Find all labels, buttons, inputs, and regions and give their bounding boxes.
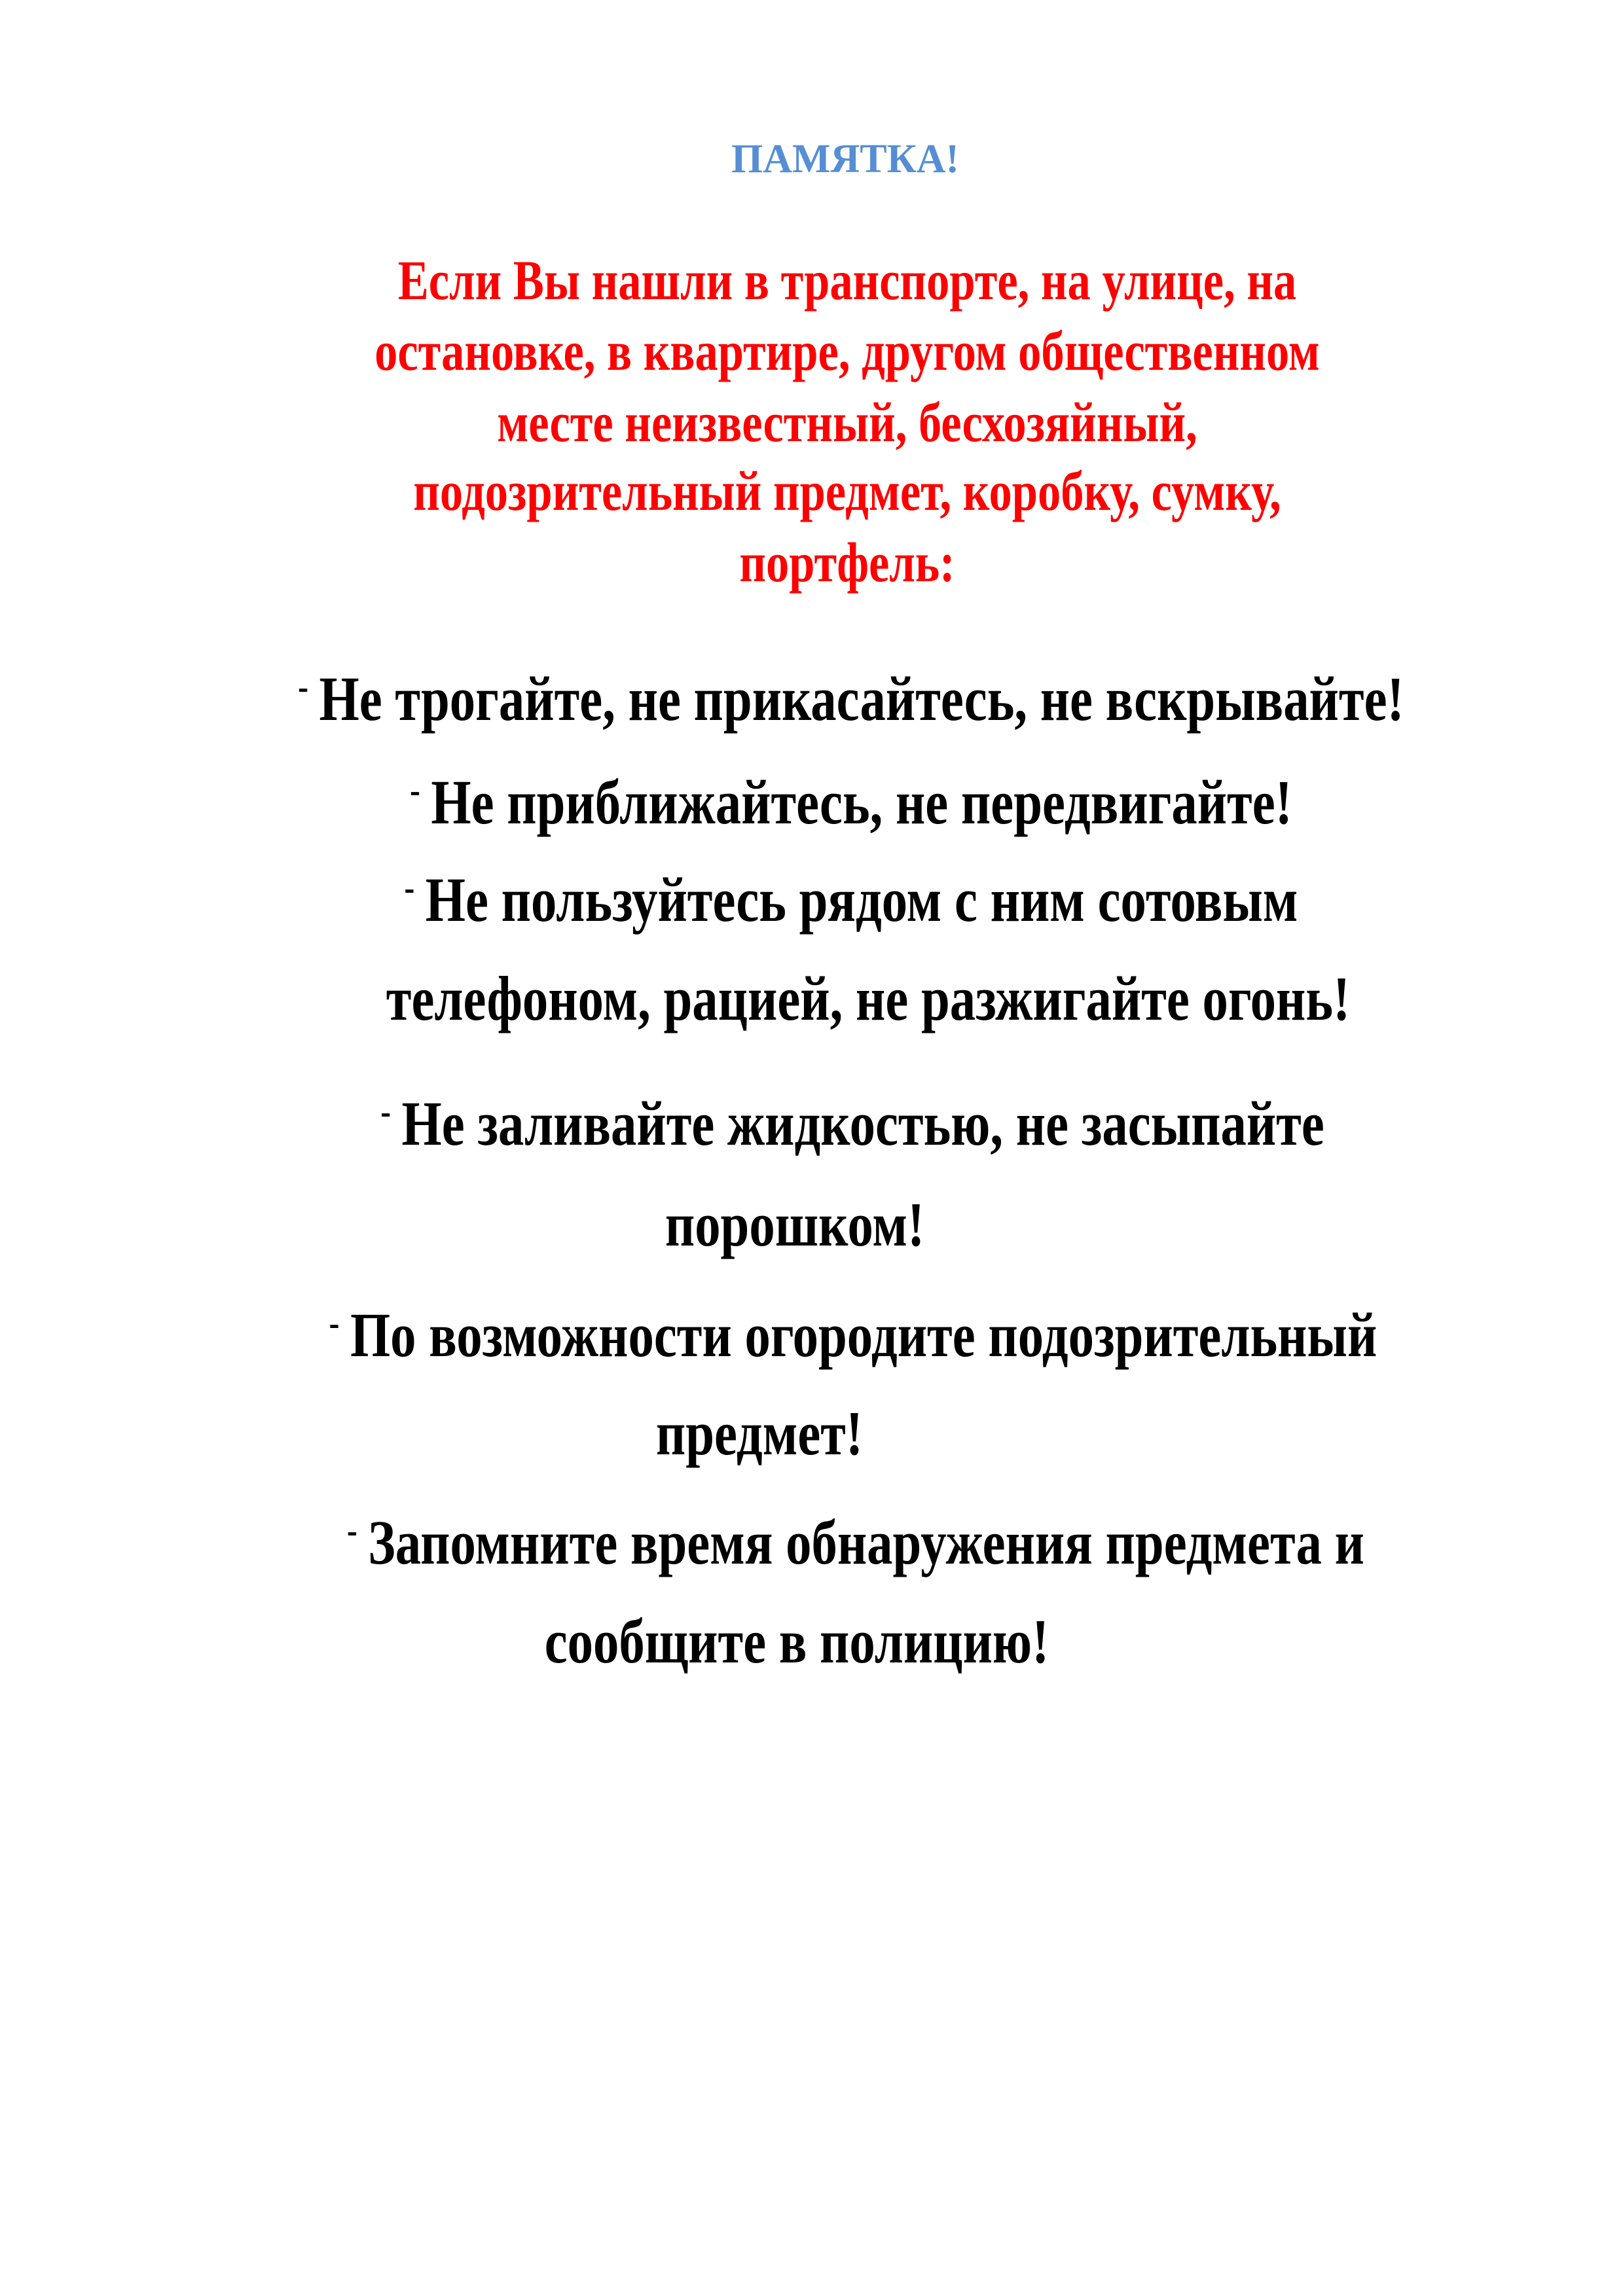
instruction-text: Не заливайте жидкостью, не засыпайте	[401, 1088, 1324, 1158]
instruction-continuation	[489, 1606, 1104, 1676]
instruction-text: сообщите в полицию!	[544, 1606, 1049, 1676]
instruction-continuation	[280, 963, 1456, 1033]
instruction-item	[277, 1088, 1428, 1158]
instruction-text: По возможности огородите подозрительный	[350, 1300, 1377, 1370]
instruction-item	[313, 767, 1389, 837]
instruction-item	[214, 1300, 1492, 1370]
warning-line	[420, 391, 1274, 454]
warning-line	[716, 531, 979, 594]
warning-line	[271, 319, 1424, 382]
instruction-text: Не трогайте, не прикасайтесь, не вскрывайте!	[319, 664, 1404, 734]
warning-line	[299, 249, 1395, 312]
bullet-dash: -	[298, 666, 309, 708]
bullet-dash: -	[329, 1302, 340, 1344]
instruction-text: телефоном, рацией, не разжигайте огонь!	[386, 963, 1351, 1033]
instruction-text: Не пользуйтесь рядом с ним сотовым	[425, 865, 1298, 935]
warning-text: подозрительный предмет, коробку, сумку,	[413, 459, 1281, 522]
instruction-item	[235, 1507, 1476, 1577]
warning-text: остановке, в квартире, другом общественном	[374, 319, 1320, 382]
warning-text: месте неизвестный, бесхозяйный,	[497, 391, 1197, 454]
instruction-text: порошком!	[665, 1189, 925, 1259]
instruction-continuation	[636, 1189, 953, 1259]
instruction-continuation	[633, 1398, 886, 1468]
instruction-text: Не приближайтесь, не передвигайте!	[431, 767, 1292, 837]
instruction-text: предмет!	[655, 1398, 864, 1468]
bullet-dash: -	[404, 867, 415, 909]
page-title: ПАМЯТКА!	[731, 137, 960, 181]
warning-text: портфель:	[739, 531, 955, 594]
warning-line	[318, 459, 1377, 522]
bullet-dash: -	[346, 1510, 357, 1552]
bullet-dash: -	[410, 770, 420, 812]
bullet-dash: -	[380, 1091, 391, 1133]
warning-text: Если Вы нашли в транспорте, на улице, на	[397, 249, 1297, 312]
instruction-item	[306, 865, 1396, 935]
instruction-text: Запомните время обнаружения предмета и	[368, 1507, 1365, 1577]
instruction-item	[177, 664, 1525, 734]
